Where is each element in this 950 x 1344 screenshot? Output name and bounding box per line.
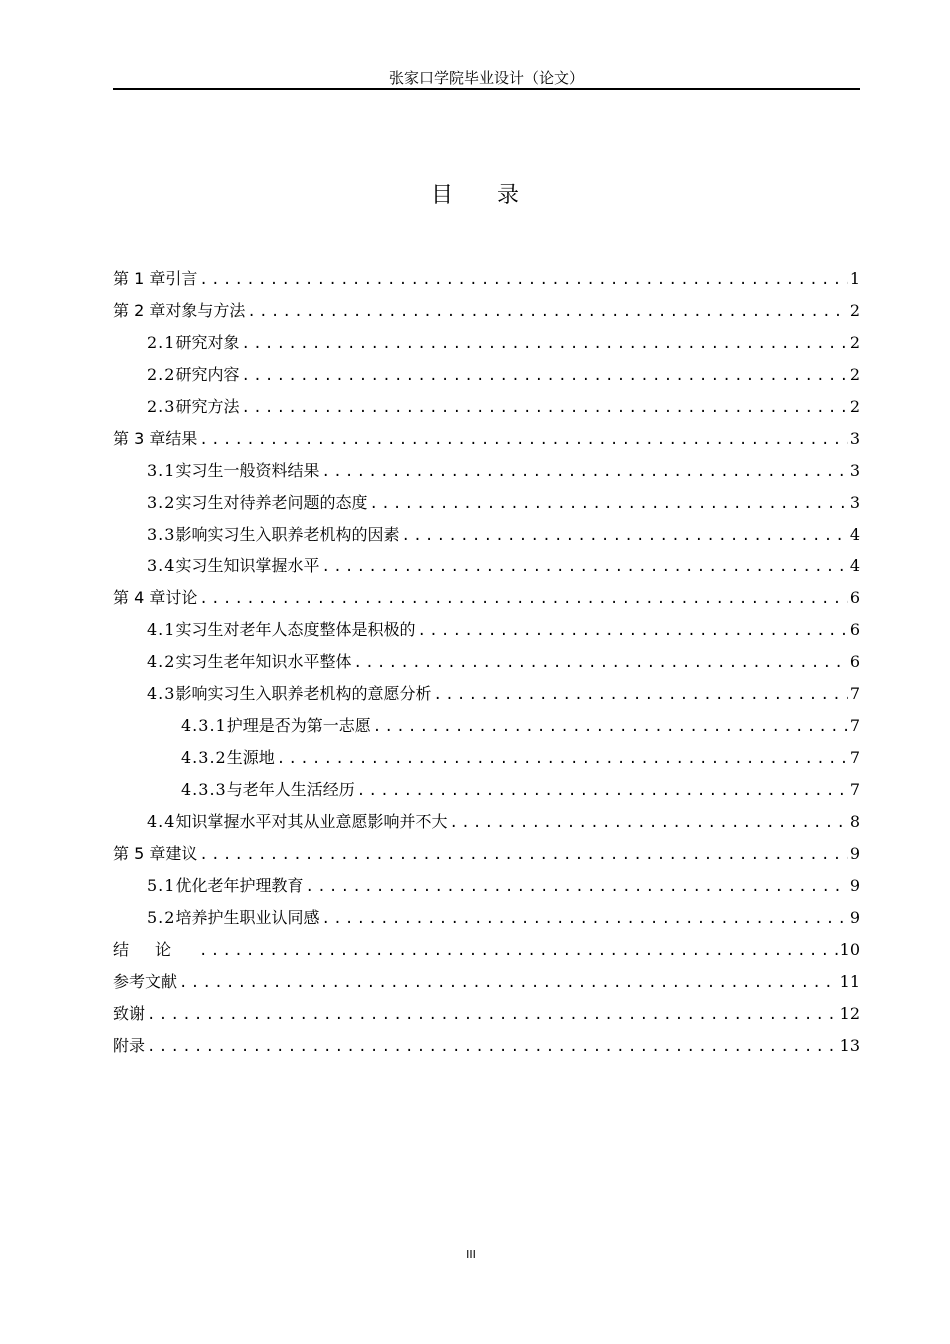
toc-entry-page: 3 xyxy=(849,460,860,480)
toc-dot-leader xyxy=(199,939,838,963)
toc-entry-label: 实习生对老年人态度整体是积极的 xyxy=(175,620,416,640)
toc-entry-page: 9 xyxy=(849,843,860,863)
toc-entry-page: 2 xyxy=(849,332,860,352)
running-header: 张家口学院毕业设计（论文） xyxy=(388,69,584,87)
toc-entry[interactable] xyxy=(113,427,860,459)
toc-entry[interactable] xyxy=(113,842,860,874)
toc-entry-number: 4.1 xyxy=(147,620,176,640)
toc-dot-leader xyxy=(433,683,847,707)
toc-entry-label: 建议 xyxy=(165,843,198,863)
toc-entry-label: 实习生老年知识水平整体 xyxy=(175,652,352,672)
toc-entry-label: 参考文献 xyxy=(113,971,178,991)
toc-entry[interactable] xyxy=(113,267,860,299)
toc-entry[interactable] xyxy=(113,554,860,586)
toc-entry-label: 与老年人生活经历 xyxy=(226,780,355,799)
toc-entry-number: 3.1 xyxy=(147,460,176,480)
toc-entry[interactable] xyxy=(113,1034,860,1066)
toc-entry[interactable] xyxy=(113,1002,860,1034)
toc-entry-number: 2.2 xyxy=(147,364,176,384)
toc-entry-page: 12 xyxy=(839,1003,860,1023)
toc-entry[interactable] xyxy=(113,682,860,714)
toc-entry[interactable] xyxy=(113,395,860,427)
toc-entry-page: 9 xyxy=(849,907,860,927)
toc-entry-page: 3 xyxy=(849,428,860,448)
toc-dot-leader xyxy=(199,428,847,452)
toc-entry-page: 9 xyxy=(849,875,860,895)
toc-dot-leader xyxy=(369,492,847,516)
toc-dot-leader xyxy=(199,268,847,292)
toc-entry[interactable] xyxy=(113,746,860,778)
toc-entry-page: 11 xyxy=(839,971,860,991)
toc-entry-number: 3.4 xyxy=(147,556,176,576)
toc-dot-leader xyxy=(247,300,847,324)
toc-entry-label: 实习生一般资料结果 xyxy=(175,460,320,480)
toc-entry[interactable] xyxy=(113,810,860,842)
toc-entry[interactable] xyxy=(113,938,860,970)
toc-entry-page: 10 xyxy=(839,939,860,959)
toc-entry-page: 1 xyxy=(849,269,860,288)
toc-entry-label: 生源地 xyxy=(226,748,275,768)
toc-entry-number: 第 4 章 xyxy=(113,588,166,608)
toc-entry[interactable] xyxy=(113,618,860,650)
toc-entry[interactable] xyxy=(113,459,860,491)
toc-entry-page: 2 xyxy=(849,300,860,320)
toc-dot-leader xyxy=(241,364,847,388)
toc-entry-number: 4.4 xyxy=(147,811,176,831)
toc-entry-page: 4 xyxy=(849,524,860,544)
table-of-contents xyxy=(113,267,860,1065)
toc-entry-page: 8 xyxy=(849,811,860,831)
toc-dot-leader xyxy=(199,843,847,867)
toc-entry-label: 结论 xyxy=(113,939,198,959)
toc-entry-number: 5.1 xyxy=(147,875,176,895)
toc-entry-number: 2.3 xyxy=(147,396,176,416)
toc-dot-leader xyxy=(357,779,848,803)
toc-entry-number: 4.3 xyxy=(147,684,176,704)
footer-page-number: III xyxy=(466,1248,476,1261)
toc-entry-label: 研究对象 xyxy=(175,332,240,352)
toc-dot-leader xyxy=(321,555,847,579)
toc-dot-leader xyxy=(199,587,847,611)
toc-dot-leader xyxy=(373,715,848,739)
toc-entry-label: 结果 xyxy=(165,428,198,448)
toc-entry-number: 4.3.1 xyxy=(181,716,227,736)
toc-entry-page: 13 xyxy=(839,1035,860,1055)
toc-entry[interactable] xyxy=(113,874,860,906)
toc-title: 目录 xyxy=(430,183,563,208)
toc-entry-label: 附录 xyxy=(113,1035,146,1055)
toc-dot-leader xyxy=(417,619,847,643)
toc-dot-leader xyxy=(321,460,847,484)
toc-entry-label: 对象与方法 xyxy=(165,300,246,320)
header-rule xyxy=(113,88,860,90)
toc-entry-label: 研究方法 xyxy=(175,396,240,416)
toc-entry-label: 护理是否为第一志愿 xyxy=(226,716,371,736)
toc-entry-label: 影响实习生入职养老机构的意愿分析 xyxy=(175,684,432,704)
toc-dot-leader xyxy=(277,747,848,771)
toc-entry-label: 培养护生职业认同感 xyxy=(175,907,320,927)
toc-entry-page: 6 xyxy=(849,620,860,640)
toc-entry-label: 优化老年护理教育 xyxy=(175,875,304,895)
toc-entry-number: 第 1 章 xyxy=(113,269,166,288)
toc-entry-number: 4.3.2 xyxy=(181,748,227,768)
toc-dot-leader xyxy=(449,811,847,835)
toc-dot-leader xyxy=(241,396,847,420)
toc-entry-page: 2 xyxy=(849,396,860,416)
toc-entry[interactable] xyxy=(113,331,860,363)
toc-entry-page: 7 xyxy=(849,748,860,768)
toc-entry-number: 第 2 章 xyxy=(113,300,166,320)
toc-entry-number: 4.2 xyxy=(147,652,176,672)
toc-entry-page: 6 xyxy=(849,652,860,672)
toc-entry[interactable] xyxy=(113,491,860,523)
toc-entry-page: 7 xyxy=(849,780,860,799)
toc-dot-leader xyxy=(241,332,847,356)
toc-entry[interactable] xyxy=(113,906,860,938)
toc-entry-number: 4.3.3 xyxy=(181,780,227,799)
toc-entry-number: 3.3 xyxy=(147,524,176,544)
toc-entry-number: 第 5 章 xyxy=(113,843,166,863)
toc-entry-label: 实习生知识掌握水平 xyxy=(175,556,320,576)
toc-entry-label: 讨论 xyxy=(165,588,198,608)
toc-entry[interactable] xyxy=(113,970,860,1002)
toc-entry[interactable] xyxy=(113,299,860,331)
toc-entry-page: 6 xyxy=(849,588,860,608)
toc-entry-number: 3.2 xyxy=(147,492,176,512)
toc-entry-page: 7 xyxy=(849,684,860,704)
toc-dot-leader xyxy=(147,1003,838,1027)
toc-entry[interactable] xyxy=(113,523,860,555)
toc-dot-leader xyxy=(401,524,847,548)
toc-entry-number: 5.2 xyxy=(147,907,176,927)
toc-entry-page: 4 xyxy=(849,556,860,576)
toc-entry[interactable] xyxy=(113,714,860,746)
toc-entry-label: 实习生对待养老问题的态度 xyxy=(175,492,368,512)
toc-entry-page: 2 xyxy=(849,364,860,384)
toc-entry-label: 知识掌握水平对其从业意愿影响并不大 xyxy=(175,811,448,831)
toc-entry-label: 致谢 xyxy=(113,1003,146,1023)
toc-entry-number: 第 3 章 xyxy=(113,428,166,448)
toc-entry[interactable] xyxy=(113,778,860,810)
toc-entry-page: 3 xyxy=(849,492,860,512)
toc-dot-leader xyxy=(179,971,838,995)
toc-entry-page: 7 xyxy=(849,716,860,736)
toc-entry-label: 引言 xyxy=(165,269,198,288)
toc-entry-label: 影响实习生入职养老机构的因素 xyxy=(175,524,400,544)
toc-dot-leader xyxy=(321,907,847,931)
toc-entry[interactable] xyxy=(113,586,860,618)
toc-dot-leader xyxy=(353,651,847,675)
toc-entry[interactable] xyxy=(113,650,860,682)
toc-dot-leader xyxy=(305,875,847,899)
toc-entry[interactable] xyxy=(113,363,860,395)
toc-entry-label: 研究内容 xyxy=(175,364,240,384)
toc-dot-leader xyxy=(147,1035,838,1059)
toc-entry-number: 2.1 xyxy=(147,332,176,352)
